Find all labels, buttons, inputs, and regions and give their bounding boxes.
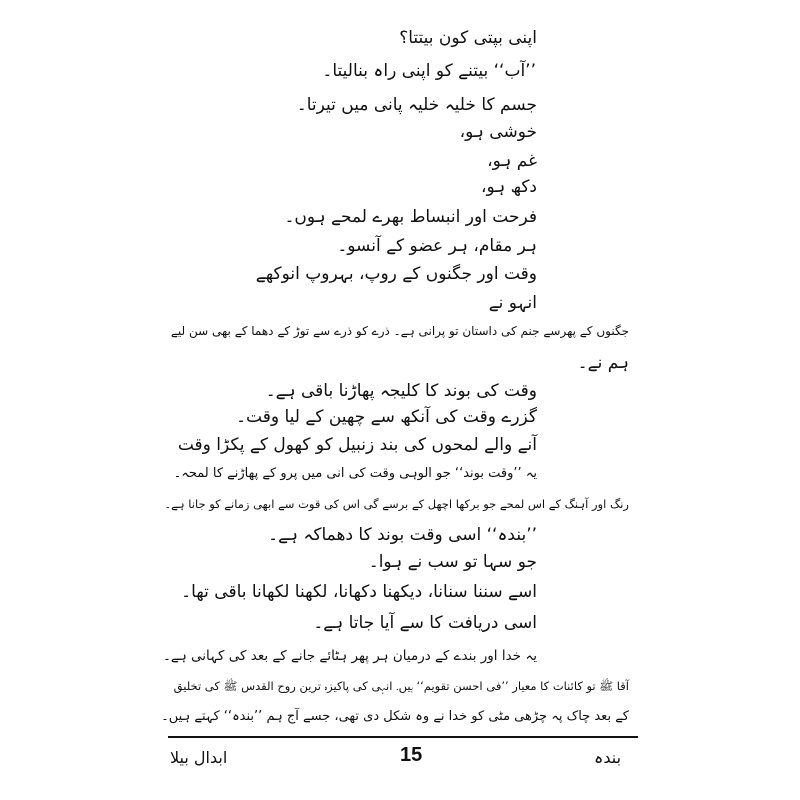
footer-divider xyxy=(168,736,638,738)
text-line: ہر مقام، ہر عضو کے آنسو۔ xyxy=(337,236,537,256)
text-line: وقت کی بوند کا کلیجہ پھاڑنا باقی ہے۔ xyxy=(265,381,537,401)
text-line: گزرے وقت کی آنکھ سے چھین کے لیا وقت۔ xyxy=(236,407,537,427)
text-line: یہ خدا اور بندے کے درمیان ہر پھر ہٹائے جانے کے بعد کی کہانی ہے۔ xyxy=(163,648,537,664)
text-line: خوشی ہو، xyxy=(459,122,537,142)
text-line: ’’آب‘‘ بیتنے کو اپنی راہ بنالیتا۔ xyxy=(322,61,536,81)
text-line: آقا ﷺ تو کائنات کا معیار ’’فی احسن تقویم‘‘ ہیں۔ انہی کی پاکیزہ ترین روح القدس ﷺ کی تخلیق xyxy=(173,679,629,693)
footer-book-title: بندہ xyxy=(594,748,622,767)
text-line: اسے سننا سنانا، دیکھنا دکھانا، لکھنا لکھانا باقی تھا۔ xyxy=(181,582,537,602)
text-line: دکھ ہو، xyxy=(480,177,537,197)
text-line: کے بعد چاک پہ چڑھی مٹی کو خدا نے وہ شکل دی تھی، جسے آج ہم ’’بندہ‘‘ کہتے ہیں۔ xyxy=(161,709,629,724)
text-line: وقت اور جگنوں کے روپ، بہروپ انوکھے xyxy=(255,264,537,284)
text-line: غم ہو، xyxy=(487,151,537,171)
text-line: رنگ اور آہنگ کے اس لمحے جو برکھا اچھل کے برسے گی اس کی قوت سے ابھی زمانے کو جانا ہے۔ xyxy=(164,497,629,511)
text-line: یہ ’’وقت بوند‘‘ جو الوہی وقت کی انی میں پرو کے پھاڑنے کا لمحہ۔ xyxy=(173,466,537,481)
footer-author: ابدال بیلا xyxy=(170,748,228,767)
text-line: جو سہا تو سب نے ہوا۔ xyxy=(368,552,537,572)
text-line: اسی دریافت کا سے آیا جاتا ہے۔ xyxy=(313,613,537,633)
text-line: اپنی بپتی کون بیتتا؟ xyxy=(399,28,537,48)
text-line: فرحت اور انبساط بھرے لمحے ہوں۔ xyxy=(284,207,537,227)
text-line: جسم کا خلیہ خلیہ پانی میں تیرتا۔ xyxy=(296,95,537,115)
text-line: ہم نے۔ xyxy=(577,353,629,373)
text-line: انہو نے xyxy=(488,293,537,313)
text-line: آنے والے لمحوں کی بند زنبیل کو کھول کے پکڑا وقت xyxy=(177,435,537,455)
text-line: ’’بندہ‘‘ اسی وقت بوند کا دھماکہ ہے۔ xyxy=(268,525,537,545)
page-number: 15 xyxy=(400,744,423,766)
text-line: جگنوں کے پھرسے جنم کی داستان تو پرانی ہے۔ ذرے کو ذرے سے توڑ کے دھما کے بھی سن لیے xyxy=(170,324,629,338)
